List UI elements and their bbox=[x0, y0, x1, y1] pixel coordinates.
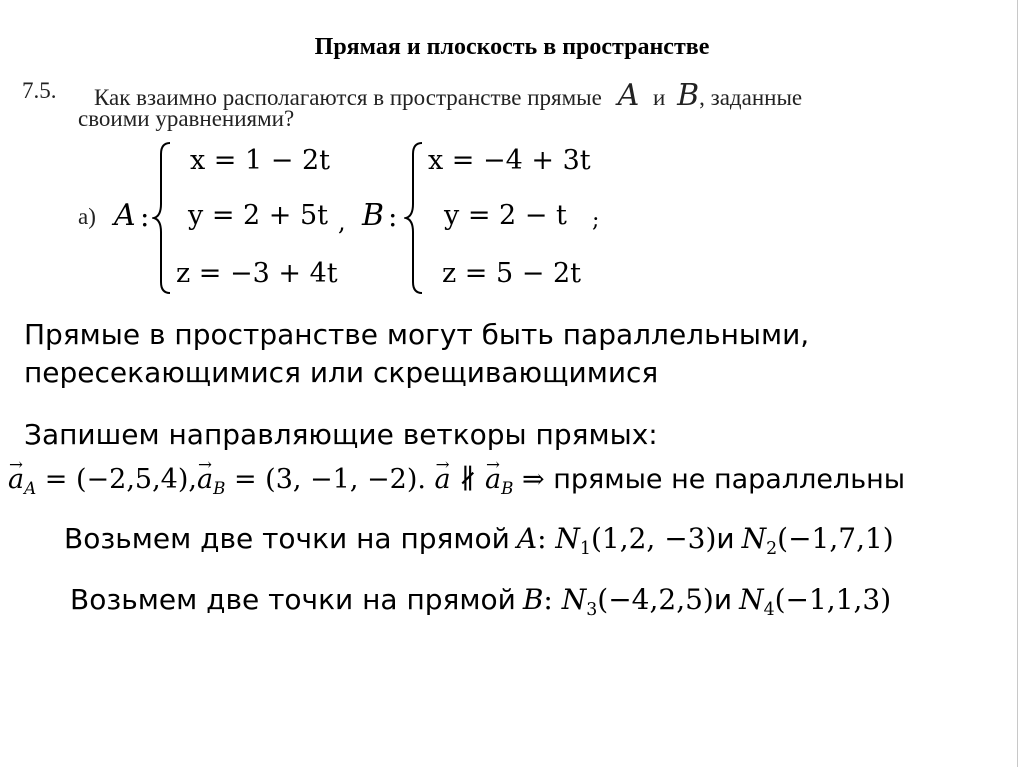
system-b-eq-x: x = −4 + 3t bbox=[428, 145, 591, 176]
vector-symbol: a bbox=[484, 464, 502, 495]
problem-text-line2: своими уравнениями? bbox=[78, 106, 295, 131]
point-n3-sub: 3 bbox=[586, 600, 598, 621]
points-a-colon: : bbox=[537, 522, 547, 555]
vector-symbol: a bbox=[196, 464, 214, 495]
point-n1-name: N bbox=[555, 522, 580, 555]
system-a-eq-y: y = 2 + 5t bbox=[188, 200, 329, 231]
conj-and: и bbox=[653, 85, 666, 110]
system-b-eq-z: z = 5 − 2t bbox=[442, 258, 582, 289]
vector-a-A bbox=[8, 464, 24, 495]
points-a-and: и bbox=[716, 522, 735, 555]
line-a-symbol: A bbox=[617, 78, 640, 113]
points-b-colon: : bbox=[543, 583, 553, 616]
vector-a-A-compare bbox=[435, 464, 451, 495]
slide-title: Прямая и плоскость в пространстве bbox=[314, 34, 710, 60]
vector-a-A-value: = (−2,5,4), bbox=[36, 464, 197, 495]
statement-line1: Прямые в пространстве могут быть параллельными, bbox=[24, 318, 810, 351]
vector-symbol: a bbox=[434, 464, 451, 495]
system-a-eq-x: x = 1 − 2t bbox=[190, 145, 331, 176]
vectors-heading: Запишем направляющие веткоры прямых: bbox=[24, 418, 658, 451]
point-n1-sub: 1 bbox=[579, 539, 591, 560]
points-b-and: и bbox=[713, 583, 733, 616]
vector-a-B-value: = (3, −1, −2). bbox=[225, 464, 426, 495]
vector-a-B bbox=[197, 464, 213, 495]
implies-symbol: ⇒ bbox=[521, 464, 545, 495]
system-b-eq-y: y = 2 − t bbox=[444, 200, 567, 231]
point-n4-name: N bbox=[739, 583, 764, 616]
statement-line2: пересекающимися или скрещивающимися bbox=[24, 356, 659, 389]
system-a-eq-z: z = −3 + 4t bbox=[176, 258, 338, 289]
point-n1-coords: (1,2, −3) bbox=[590, 522, 717, 555]
points-line-b bbox=[70, 583, 892, 621]
point-n2-coords: (−1,7,1) bbox=[777, 522, 894, 555]
system-a-colon: : bbox=[140, 200, 150, 233]
system-separator-comma: , bbox=[338, 208, 346, 236]
problem-number: 7.5. bbox=[22, 78, 57, 103]
vectors-conclusion: прямые не параллельны bbox=[553, 464, 906, 495]
vector-sub-B: B bbox=[213, 477, 226, 498]
system-a-brace bbox=[152, 140, 174, 296]
point-n2-sub: 2 bbox=[766, 539, 778, 560]
point-n3-coords: (−4,2,5) bbox=[597, 583, 714, 616]
vector-a-B-compare bbox=[485, 464, 501, 495]
not-parallel-symbol: ∦ bbox=[459, 464, 477, 495]
points-a-line: A bbox=[516, 522, 538, 555]
system-b-brace bbox=[404, 140, 426, 296]
system-semicolon: ; bbox=[592, 208, 600, 233]
point-n3-name: N bbox=[561, 583, 587, 616]
point-n4-sub: 4 bbox=[763, 600, 775, 621]
vector-sub-A: A bbox=[24, 477, 37, 498]
system-b-colon: : bbox=[388, 200, 398, 233]
system-b-label: B bbox=[362, 198, 385, 233]
part-label: а) bbox=[78, 204, 96, 229]
points-a-prefix: Возьмем две точки на прямой bbox=[64, 522, 510, 555]
points-b-prefix: Возьмем две точки на прямой bbox=[70, 583, 516, 616]
system-a-label: A bbox=[114, 198, 136, 233]
direction-vectors-line bbox=[8, 464, 906, 498]
slide-right-border bbox=[1017, 0, 1018, 767]
problem-text-end: , заданные bbox=[699, 85, 803, 110]
vector-symbol: a bbox=[8, 464, 25, 495]
point-n2-name: N bbox=[741, 522, 767, 555]
vector-sub-B: B bbox=[501, 477, 514, 498]
points-line-a bbox=[64, 522, 894, 560]
point-n4-coords: (−1,1,3) bbox=[774, 583, 892, 616]
problem-text: Как взаимно располагаются в пространстве прямые bbox=[94, 85, 602, 110]
line-b-symbol: B bbox=[677, 78, 700, 113]
points-b-line: B bbox=[522, 583, 544, 616]
